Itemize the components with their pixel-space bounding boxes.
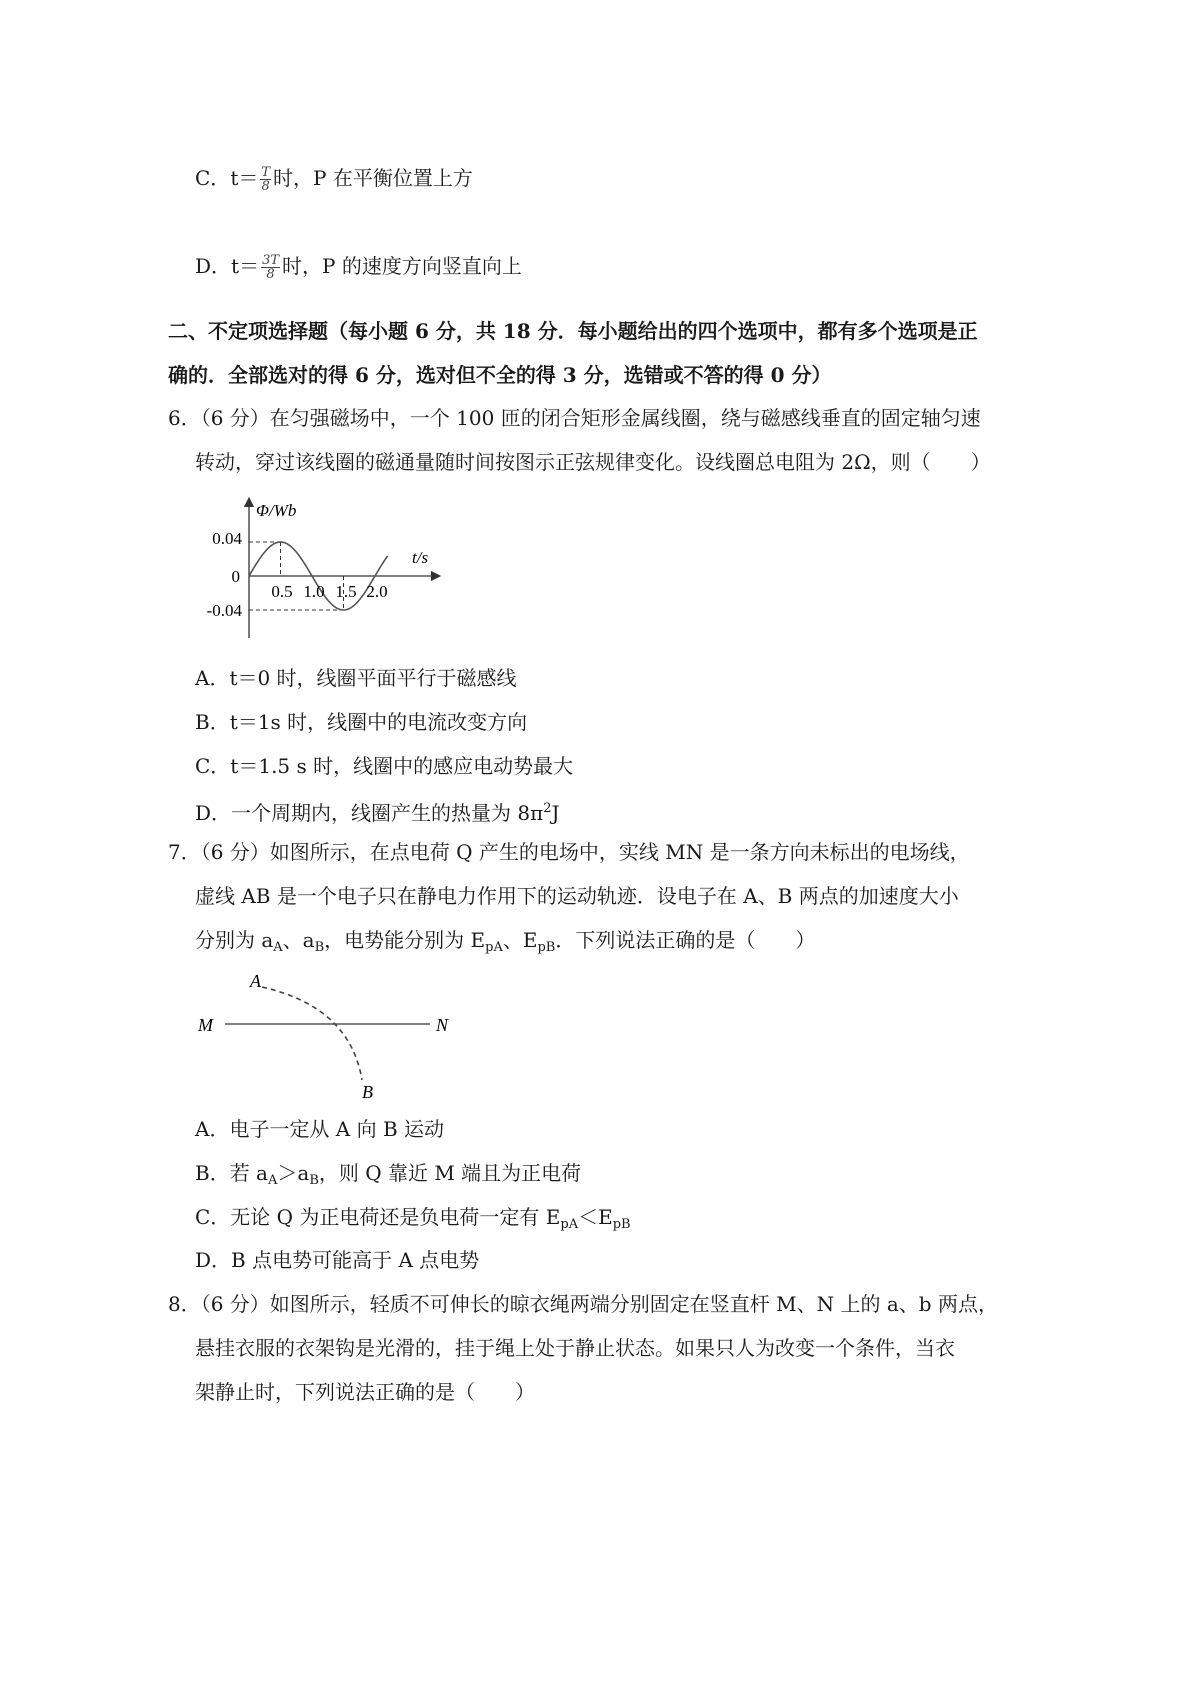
q8-stem-line1: 8．（6 分）如图所示，轻质不可伸长的晾衣绳两端分别固定在竖直杆 M、N 上的 a、b 两点，	[168, 1292, 998, 1316]
x-tick-label: 0.5	[271, 582, 293, 601]
option-c-prev: C．t＝ $\frac{T}{8}$ 时，P 在平衡位置上方	[195, 165, 473, 194]
q8-stem-line3: 架静止时，下列说法正确的是（ ）	[195, 1380, 535, 1404]
q6-stem-line1: 6．（6 分）在匀强磁场中，一个 100 匝的闭合矩形金属线圈，绕与磁感线垂直的固定轴匀速	[168, 406, 981, 430]
label-b: B	[362, 1082, 373, 1102]
q7-option-d: D．B 点电势可能高于 A 点电势	[195, 1248, 480, 1272]
y-tick-label: -0.04	[206, 601, 242, 620]
x-tick-label: 1.0	[303, 582, 325, 601]
q6-option-b: B．t＝1s 时，线圈中的电流改变方向	[195, 710, 528, 734]
flux-chart	[190, 490, 450, 645]
x-tick-label: 1.5	[335, 582, 357, 601]
q6-stem-line2: 转动，穿过该线圈的磁通量随时间按图示正弦规律变化。设线圈总电阻为 2Ω，则（ ）	[195, 450, 991, 474]
q7-stem-line3: 分别为 $a_A$、$a_B$，电势能分别为 $E_{pA}$、$E_{pB}$．下列说法正确的是（ ）	[195, 928, 816, 955]
x-tick-label: 2.0	[366, 582, 388, 601]
q7-option-b: B．若 $a_A>a_B$，则 Q 靠近 M 端且为正电荷	[195, 1161, 582, 1188]
section-2-heading-line2: 确的．全部选对的得 6 分，选对但不全的得 3 分，选错或不答的得 0 分）	[168, 363, 832, 387]
q7-option-c: C．无论 Q 为正电荷还是负电荷一定有 $E_{pA}<E_{pB}$	[195, 1205, 631, 1232]
q7-option-a: A．电子一定从 A 向 B 运动	[195, 1117, 445, 1141]
q8-stem-line2: 悬挂衣服的衣架钩是光滑的，挂于绳上处于静止状态。如果只人为改变一个条件，当衣	[195, 1336, 955, 1360]
label-n: N	[436, 1015, 449, 1035]
field-line-figure	[190, 965, 470, 1105]
label-m: M	[198, 1015, 213, 1035]
x-axis-label: t/s	[412, 548, 429, 567]
fraction-3t-over-8: $\frac{3T}{8}$	[262, 253, 280, 282]
y-axis-label: Φ/Wb	[256, 501, 297, 520]
q7-stem-line1: 7．（6 分）如图所示，在点电荷 Q 产生的电场中，实线 MN 是一条方向未标出的电场线，	[168, 840, 970, 864]
q7-stem-line2: 虚线 AB 是一个电子只在静电力作用下的运动轨迹．设电子在 A、B 两点的加速度大小	[195, 884, 959, 908]
y-tick-label: 0.04	[212, 529, 242, 548]
y-tick-label: 0	[231, 567, 240, 586]
fraction-t-over-8: $\frac{T}{8}$	[261, 165, 271, 194]
section-2-heading-line1: 二、不定项选择题（每小题 6 分，共 18 分．每小题给出的四个选项中，都有多个选项是正	[168, 319, 978, 343]
option-d-prev: D．t＝ $\frac{3T}{8}$ 时，P 的速度方向竖直向上	[195, 253, 522, 282]
trajectory-ab	[262, 987, 362, 1080]
q6-option-a: A．t＝0 时，线圈平面平行于磁感线	[195, 666, 517, 690]
q6-option-d: D．一个周期内，线圈产生的热量为 $8\pi^2J$	[195, 801, 560, 825]
label-a: A	[250, 971, 261, 991]
q6-option-c: C．t＝1.5 s 时，线圈中的感应电动势最大	[195, 754, 574, 778]
